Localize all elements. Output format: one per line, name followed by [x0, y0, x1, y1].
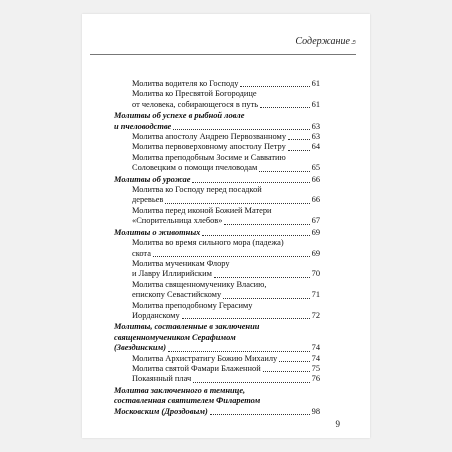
toc-item [114, 79, 320, 89]
toc-section [114, 111, 320, 132]
book-page [82, 14, 370, 438]
toc-item [114, 142, 320, 152]
toc-entry-text: Молитва мученикам Флору [132, 258, 230, 268]
toc-item [114, 301, 320, 322]
toc-page-number: 98 [311, 406, 320, 416]
toc-entry-line [132, 100, 320, 110]
toc-item [114, 89, 320, 110]
toc-page-number: 64 [311, 142, 320, 152]
toc-section [114, 175, 320, 185]
toc-entry-line [114, 122, 320, 132]
toc-entry-line [132, 163, 320, 173]
header-title: Содержание [295, 36, 350, 47]
dot-leader [214, 277, 310, 278]
toc-entry-text: составленная святителем Филаретом [114, 396, 261, 406]
dot-leader [193, 382, 309, 383]
toc-entry-text: и пчеловодстве [114, 121, 172, 131]
toc-page-number: 66 [311, 195, 320, 205]
toc-page-number: 76 [311, 374, 320, 384]
toc-entry-text: Московским (Дроздовым) [114, 406, 208, 416]
dot-leader [263, 371, 310, 372]
toc-entry-line [132, 364, 320, 374]
toc-item [114, 280, 320, 301]
toc-entry-text: Молитва преподобным Зосиме и Савватию [132, 152, 286, 162]
table-of-contents [114, 79, 320, 417]
toc-entry-text: Молитва Архистратигу Божию Михаилу [132, 353, 278, 363]
toc-entry-line [132, 374, 320, 384]
toc-entry-text: Соловецким о помощи пчеловодам [132, 163, 258, 173]
toc-page-number: 65 [311, 163, 320, 173]
toc-entry-line [132, 269, 320, 279]
toc-page-number: 61 [311, 99, 320, 109]
toc-entry-text: от человека, собирающегося в путь [132, 99, 259, 109]
toc-entry-text: «Спорительница хлебов» [132, 216, 223, 226]
dot-leader [279, 361, 309, 362]
toc-page-number: 63 [311, 121, 320, 131]
toc-entry-line [132, 249, 320, 259]
toc-entry-text: Молитва водителя ко Господу [132, 79, 239, 88]
toc-page-number: 66 [311, 174, 320, 184]
toc-entry-line [114, 343, 320, 353]
toc-entry-line [132, 79, 320, 89]
dot-leader [260, 107, 310, 108]
dot-leader [288, 139, 310, 140]
dot-leader [192, 182, 309, 183]
page-number: 9 [335, 419, 340, 429]
toc-entry-text: Молитва апостолу Андрею Первозванному [132, 132, 287, 142]
toc-entry-line [132, 142, 320, 152]
toc-entry-text: Молитва первоверховному апостолу Петру [132, 142, 286, 152]
toc-entry-text: Молитва ко Пресвятой Богородице [132, 89, 257, 99]
toc-page-number: 61 [311, 79, 320, 88]
toc-entry-text: Молитва заключенного в темнице, [114, 385, 246, 395]
toc-entry-line [132, 354, 320, 364]
toc-page-number: 63 [311, 132, 320, 142]
toc-item [114, 374, 320, 384]
toc-entry-text: Покаянный плач [132, 374, 192, 384]
toc-item [114, 206, 320, 227]
toc-item [114, 238, 320, 259]
dot-leader [224, 224, 309, 225]
header-ornament-icon: ೨ [350, 36, 356, 46]
toc-entry-text: Молитва святой Фамари Блаженной [132, 363, 261, 373]
dot-leader [210, 414, 310, 415]
toc-entry-line [114, 175, 320, 185]
toc-entry-text: Иорданскому [132, 310, 180, 320]
dot-leader [288, 150, 310, 151]
dot-leader [165, 203, 309, 204]
toc-entry-text: Молитва перед иконой Божией Матери [132, 205, 272, 215]
toc-entry-text: епископу Севастийскому [132, 290, 222, 300]
toc-entry-text: Молитва преподобному Герасиму [132, 300, 253, 310]
toc-entry-text: Молитва священномученику Власию, [132, 279, 267, 289]
toc-entry-text: и Лавру Иллирийским [132, 269, 212, 279]
toc-page-number: 74 [311, 343, 320, 353]
dot-leader [223, 298, 309, 299]
toc-entry-text: Молитва ко Господу перед посадкой [132, 185, 262, 195]
toc-item [114, 354, 320, 364]
toc-item [114, 364, 320, 374]
toc-entry-line [114, 407, 320, 417]
toc-entry-text: Молитвы об успехе в рыбной ловле [114, 111, 245, 121]
toc-page-number: 67 [311, 216, 320, 226]
dot-leader [240, 86, 309, 87]
toc-item [114, 185, 320, 206]
toc-section [114, 228, 320, 238]
toc-entry-text: скота [132, 248, 151, 258]
toc-page-number: 72 [311, 310, 320, 320]
toc-item [114, 153, 320, 174]
toc-entry-text: священномучеником Серафимом [114, 332, 236, 342]
toc-page-number: 69 [311, 248, 320, 258]
toc-section [114, 386, 320, 417]
dot-leader [173, 129, 309, 130]
toc-page-number: 75 [311, 363, 320, 373]
toc-entry-text: Молитвы об урожае [114, 174, 191, 184]
toc-entry-line [114, 228, 320, 238]
dot-leader [182, 318, 310, 319]
toc-entry-text: деревьев [132, 195, 164, 205]
toc-entry-line [132, 132, 320, 142]
toc-entry-text: (Звездинским) [114, 343, 167, 353]
toc-page-number: 71 [311, 290, 320, 300]
toc-section [114, 322, 320, 353]
toc-item [114, 259, 320, 280]
toc-item [114, 132, 320, 142]
toc-entry-line [132, 216, 320, 226]
toc-page-number: 70 [311, 269, 320, 279]
toc-entry-text: Молитвы о животных [114, 227, 201, 237]
dot-leader [153, 256, 310, 257]
dot-leader [202, 235, 309, 236]
running-header [295, 36, 356, 47]
toc-entry-text: Молитва во время сильного мора (падежа) [132, 238, 284, 248]
toc-page-number: 74 [311, 353, 320, 363]
header-rule [90, 54, 356, 55]
toc-entry-text: Молитвы, составленные в заключении [114, 322, 260, 332]
toc-entry-line [132, 195, 320, 205]
dot-leader [168, 351, 310, 352]
toc-entry-line [132, 290, 320, 300]
toc-entry-line [132, 311, 320, 321]
toc-page-number: 69 [311, 227, 320, 237]
dot-leader [259, 171, 309, 172]
